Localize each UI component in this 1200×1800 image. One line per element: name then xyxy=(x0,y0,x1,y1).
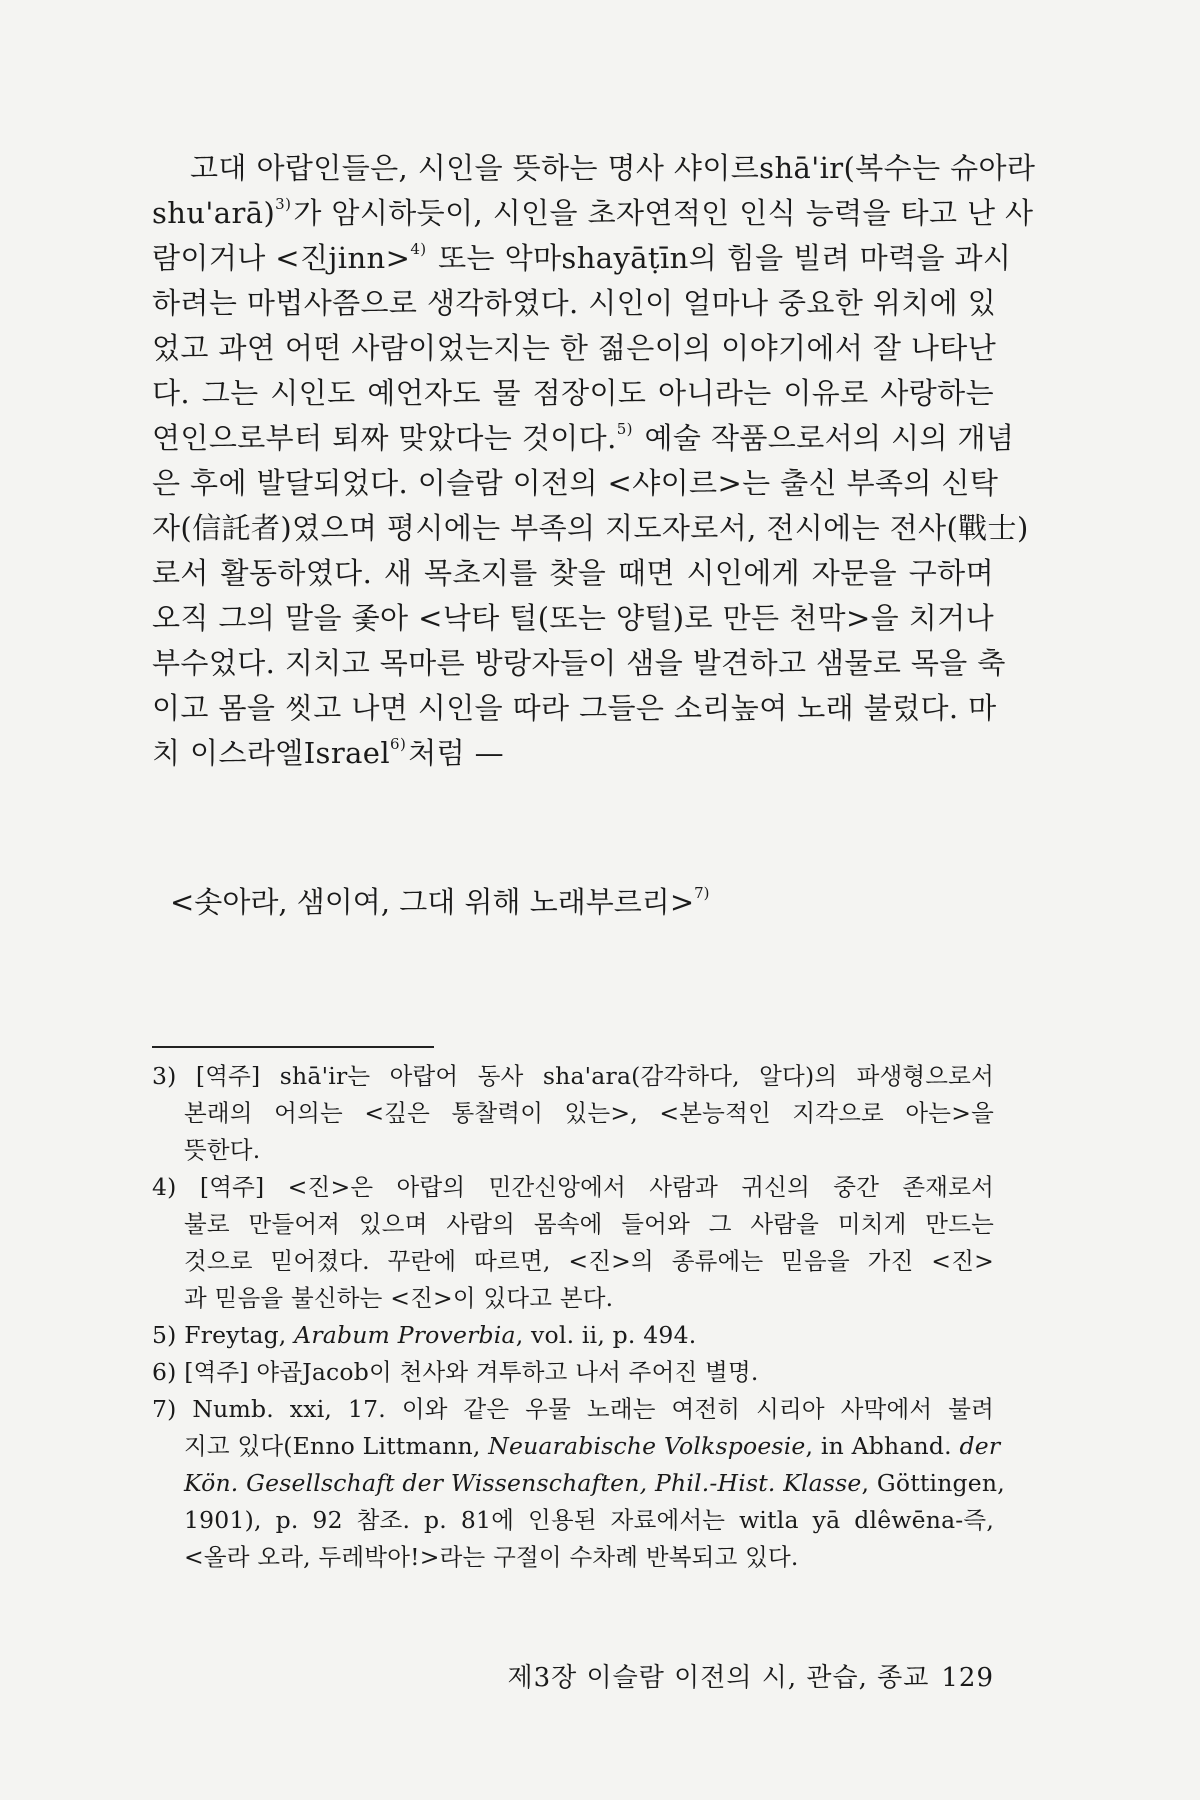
footnote-line: 과 믿음을 불신하는 <진>이 있다고 본다. xyxy=(184,1284,614,1312)
footnote-divider xyxy=(152,1046,434,1048)
footnote-line: 본래의 어의는 <깊은 통찰력이 있는>, <본능적인 지각으로 아는>을 xyxy=(184,1099,994,1127)
main-text xyxy=(152,146,1036,776)
footnote-line: 불로 만들어져 있으며 사람의 몸속에 들어와 그 사람을 미치게 만드는 xyxy=(184,1210,994,1238)
text-line: 은 후에 발달되었다. 이슬람 이전의 <샤이르>는 출신 부족의 신탁 xyxy=(152,466,999,500)
footnote-line: 7) Numb. xxi, 17. 이와 같은 우물 노래는 여전히 시리아 사막에서 불려 xyxy=(152,1395,994,1423)
footnote-ref: 4) xyxy=(410,240,427,258)
text-line: shu'arā)$^{3)}$가 암시하듯이, 시인을 초자연적인 인식 능력을 타고 난 사 xyxy=(152,195,1034,230)
footnote-line: 것으로 믿어졌다. 꾸란에 따르면, <진>의 종류에는 믿음을 가진 <진> xyxy=(184,1247,994,1275)
footnote-ref: 3) xyxy=(275,195,292,213)
text-line: 로서 활동하였다. 새 목초지를 찾을 때면 시인에게 자문을 구하며 xyxy=(152,556,994,590)
footnote-line: 6) [역주] 야곱Jacob이 천사와 겨투하고 나서 주어진 별명. xyxy=(152,1358,759,1386)
text-line: 었고 과연 어떤 사람이었는지는 한 젊은이의 이야기에서 잘 나타난 xyxy=(152,331,997,365)
footnote-line: 4) [역주] <진>은 아랍의 민간신앙에서 사람과 귀신의 중간 존재로서 xyxy=(152,1173,994,1201)
text-line: 자(信託者)였으며 평시에는 부족의 지도자로서, 전시에는 전사(戰士) xyxy=(152,511,1029,545)
footnote-ref: 5) xyxy=(616,420,633,438)
quote-text: <솟아라, 샘이여, 그대 위해 노래부르리> xyxy=(170,885,695,919)
text-line: 연인으로부터 퇴짜 맞았다는 것이다.$^{5)}$ 예술 작품으로서의 시의 개념 xyxy=(152,420,1015,455)
running-footer xyxy=(507,1658,994,1698)
footnote-line: 1901), p. 92 참조. p. 81에 인용된 자료에서는 witla yā dlêwēna-즉, xyxy=(184,1506,994,1534)
footnote-line: Kön. Gesellschaft der Wissenschaften, Phil.-Hist. Klasse, Göttingen, xyxy=(184,1469,1005,1497)
footnote-ref: 7) xyxy=(694,884,710,902)
footnote-line: 뜻한다. xyxy=(184,1136,261,1164)
page-number: 129 xyxy=(941,1663,994,1693)
block-quote xyxy=(170,880,712,925)
text-line: 이고 몸을 씻고 나면 시인을 따라 그들은 소리높여 노래 불렀다. 마 xyxy=(152,691,997,725)
text-line: 치 이스라엘Israel$^{6)}$처럼 — xyxy=(152,735,505,770)
text-line: 오직 그의 말을 좇아 <낙타 털(또는 양털)로 만든 천막>을 치거나 xyxy=(152,601,994,635)
text-line: 부수었다. 지치고 목마른 방랑자들이 샘을 발견하고 샘물로 목을 축 xyxy=(152,646,1006,680)
footnote-line: 3) [역주] shā'ir는 아랍어 동사 sha'ara(감각하다, 알다)의 파생형으로서 xyxy=(152,1062,994,1090)
footnote-ref: 6) xyxy=(390,735,407,753)
chapter-title: 제3장 이슬람 이전의 시, 관습, 종교 xyxy=(507,1663,930,1693)
text-line: 하려는 마법사쯤으로 생각하였다. 시인이 얼마나 중요한 위치에 있 xyxy=(152,286,997,320)
text-line: 다. 그는 시인도 예언자도 물 점장이도 아니라는 이유로 사랑하는 xyxy=(152,376,994,410)
footnote-line: <올라 오라, 두레박아!>라는 구절이 수차례 반복되고 있다. xyxy=(184,1543,799,1571)
footnote-line: 지고 있다(Enno Littmann, Neuarabische Volkspoesie, in Abhand. der xyxy=(184,1432,1001,1460)
text-line: 고대 아랍인들은, 시인을 뜻하는 명사 샤이르shā'ir(복수는 슈아라 xyxy=(190,151,1036,185)
footnotes xyxy=(152,1058,1005,1576)
text-line: 람이거나 <진jinn>$^{4)}$ 또는 악마shayāṭīn의 힘을 빌려 마력을 과시 xyxy=(152,240,1012,275)
footnote-line: 5) Freytag, Arabum Proverbia, vol. ii, p. 494. xyxy=(152,1321,697,1349)
